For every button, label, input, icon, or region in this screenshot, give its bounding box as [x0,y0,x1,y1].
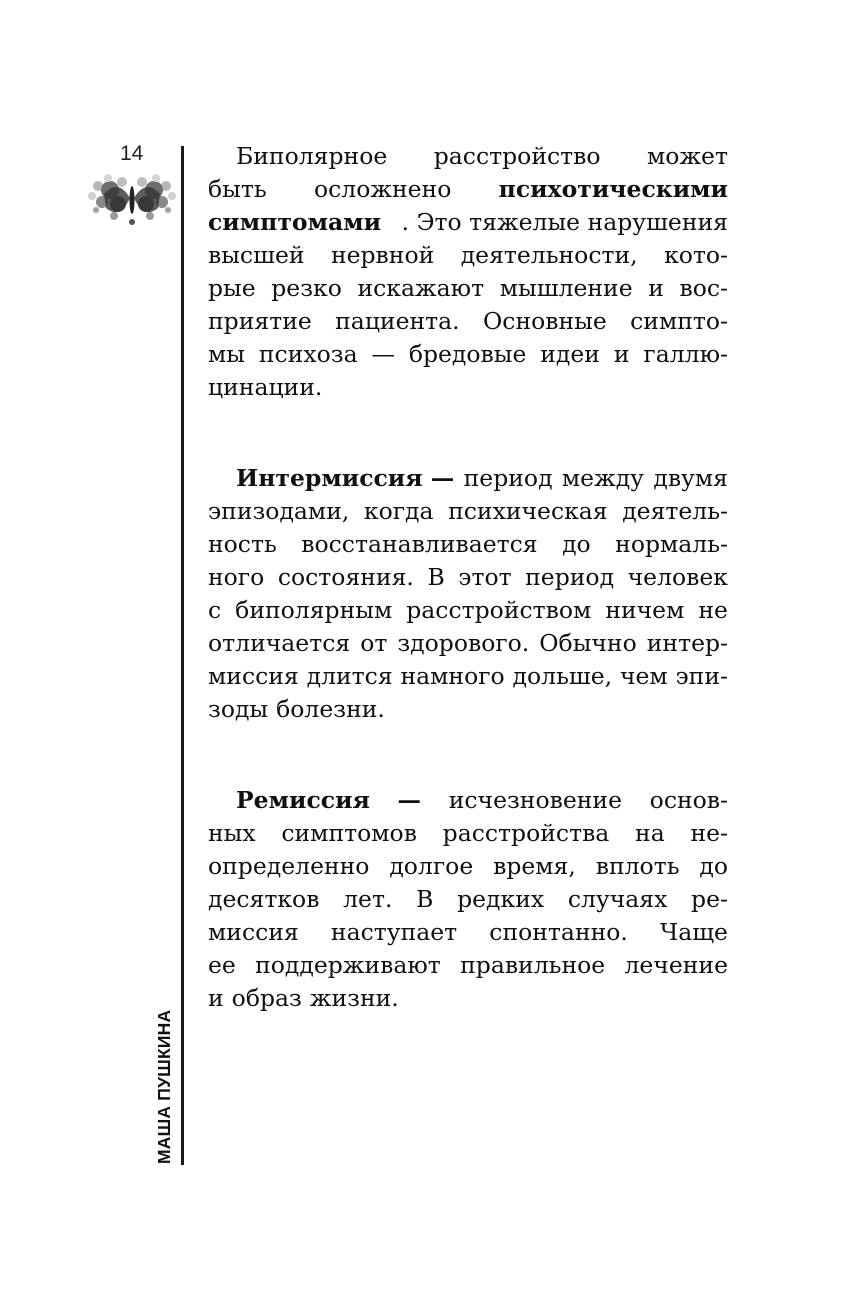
word: с [208,596,222,624]
word: — [371,340,395,368]
vertical-rule [181,146,184,1165]
text-line [208,173,728,206]
main-text [208,140,728,1073]
word: зоды [208,695,269,723]
word: вплоть [595,852,680,880]
word: интер- [646,629,728,657]
text-line [208,594,728,627]
word: искажают [357,274,485,302]
text-line [208,982,728,1015]
word: правильное [460,951,606,979]
text-line [208,338,728,371]
word: симпто- [630,307,728,335]
word: на [635,819,665,847]
word: отличается [208,629,351,657]
word: идеи [540,340,600,368]
word: не- [690,819,728,847]
word: расстройство [433,142,601,170]
word: период [463,464,553,492]
word: до [699,852,728,880]
word: и [613,340,630,368]
word: ность [208,530,277,558]
word: симптомов [281,819,417,847]
word: нервной [330,241,435,269]
word: Основные [483,307,607,335]
word: образ [231,984,302,1012]
word: наступает [330,918,458,946]
word: . Это тяжелые нарушения [401,208,728,236]
word: быть [208,175,267,203]
butterfly-ornament-icon [84,168,180,228]
paragraph [208,462,728,726]
word: лечение [624,951,728,979]
word: не [698,596,728,624]
word: и [208,984,224,1012]
bold-term: Интермиссия — [236,464,455,492]
word: болезни. [276,695,385,723]
word: человек [627,563,728,591]
text-line [208,627,728,660]
paragraph [208,784,728,1015]
word: Биполярное [236,142,388,170]
word: вос- [679,274,728,302]
page-number: 14 [120,142,144,165]
word: когда [363,497,434,525]
word: чем [619,662,668,690]
word: миссия [208,918,299,946]
word: и [648,274,664,302]
word: цинации. [208,373,323,401]
text-line [208,305,728,338]
word: В [416,885,434,913]
word: до [562,530,591,558]
bold-term: Ремиссия [236,786,370,814]
text-line [208,850,728,883]
text-line [208,528,728,561]
word: высшей [208,241,305,269]
text-line [208,693,728,726]
word: основ- [649,786,728,814]
word: может [647,142,728,170]
author-name: МАША ПУШКИНА [154,1009,174,1164]
word: осложнено [313,175,452,203]
word: галлю- [643,340,728,368]
word: Обычно [539,629,637,657]
word: рые [208,274,256,302]
text-line [208,272,728,305]
word: пациента. [335,307,460,335]
word: кото- [664,241,728,269]
bold-term: симптомами [208,208,382,236]
word: здорового. [397,629,530,657]
word: психоза [258,340,358,368]
text-line [208,817,728,850]
word: дольше, [512,662,613,690]
word: ничем [605,596,685,624]
word: восстанавливается [301,530,538,558]
text-line [208,561,728,594]
word: мышление [499,274,633,302]
text-line [208,784,728,817]
word: Чаще [660,918,728,946]
word: расстройства [442,819,610,847]
word: приятие [208,307,312,335]
text-line [208,206,728,239]
word: между [561,464,644,492]
word: долгое [389,852,474,880]
word: поддерживают [255,951,441,979]
text-line [208,140,728,173]
word: редких [457,885,545,913]
word: определенно [208,852,370,880]
word: биполярным [235,596,393,624]
text-line [208,371,728,404]
word: спонтанно. [489,918,628,946]
word: деятель- [622,497,728,525]
word: намного [400,662,505,690]
word: двумя [653,464,728,492]
word: период [525,563,615,591]
word: жизни. [309,984,399,1012]
word: десятков [208,885,320,913]
word: миссия [208,662,299,690]
word: ного [208,563,265,591]
word: от [360,629,388,657]
word: расстройством [406,596,592,624]
word: лет. [343,885,393,913]
word: мы [208,340,245,368]
word: случаях [567,885,668,913]
word: эпи- [675,662,728,690]
word: длится [306,662,393,690]
text-line [208,239,728,272]
text-line [208,660,728,693]
bold-term: — [397,786,422,814]
bold-term: психотическими [498,175,728,203]
text-line [208,495,728,528]
text-line [208,916,728,949]
text-line [208,883,728,916]
word: этот [458,563,512,591]
word: ее [208,951,236,979]
word: резко [271,274,342,302]
paragraph [208,140,728,404]
word: нормаль- [615,530,728,558]
word: исчезновение [448,786,622,814]
text-line [208,949,728,982]
text-line [208,462,728,495]
word: ных [208,819,256,847]
word: время, [493,852,576,880]
word: В [427,563,445,591]
word: бредовые [408,340,527,368]
word: ре- [691,885,728,913]
word: эпизодами, [208,497,350,525]
word: психическая [448,497,608,525]
word: деятельности, [460,241,638,269]
word: состояния. [277,563,414,591]
